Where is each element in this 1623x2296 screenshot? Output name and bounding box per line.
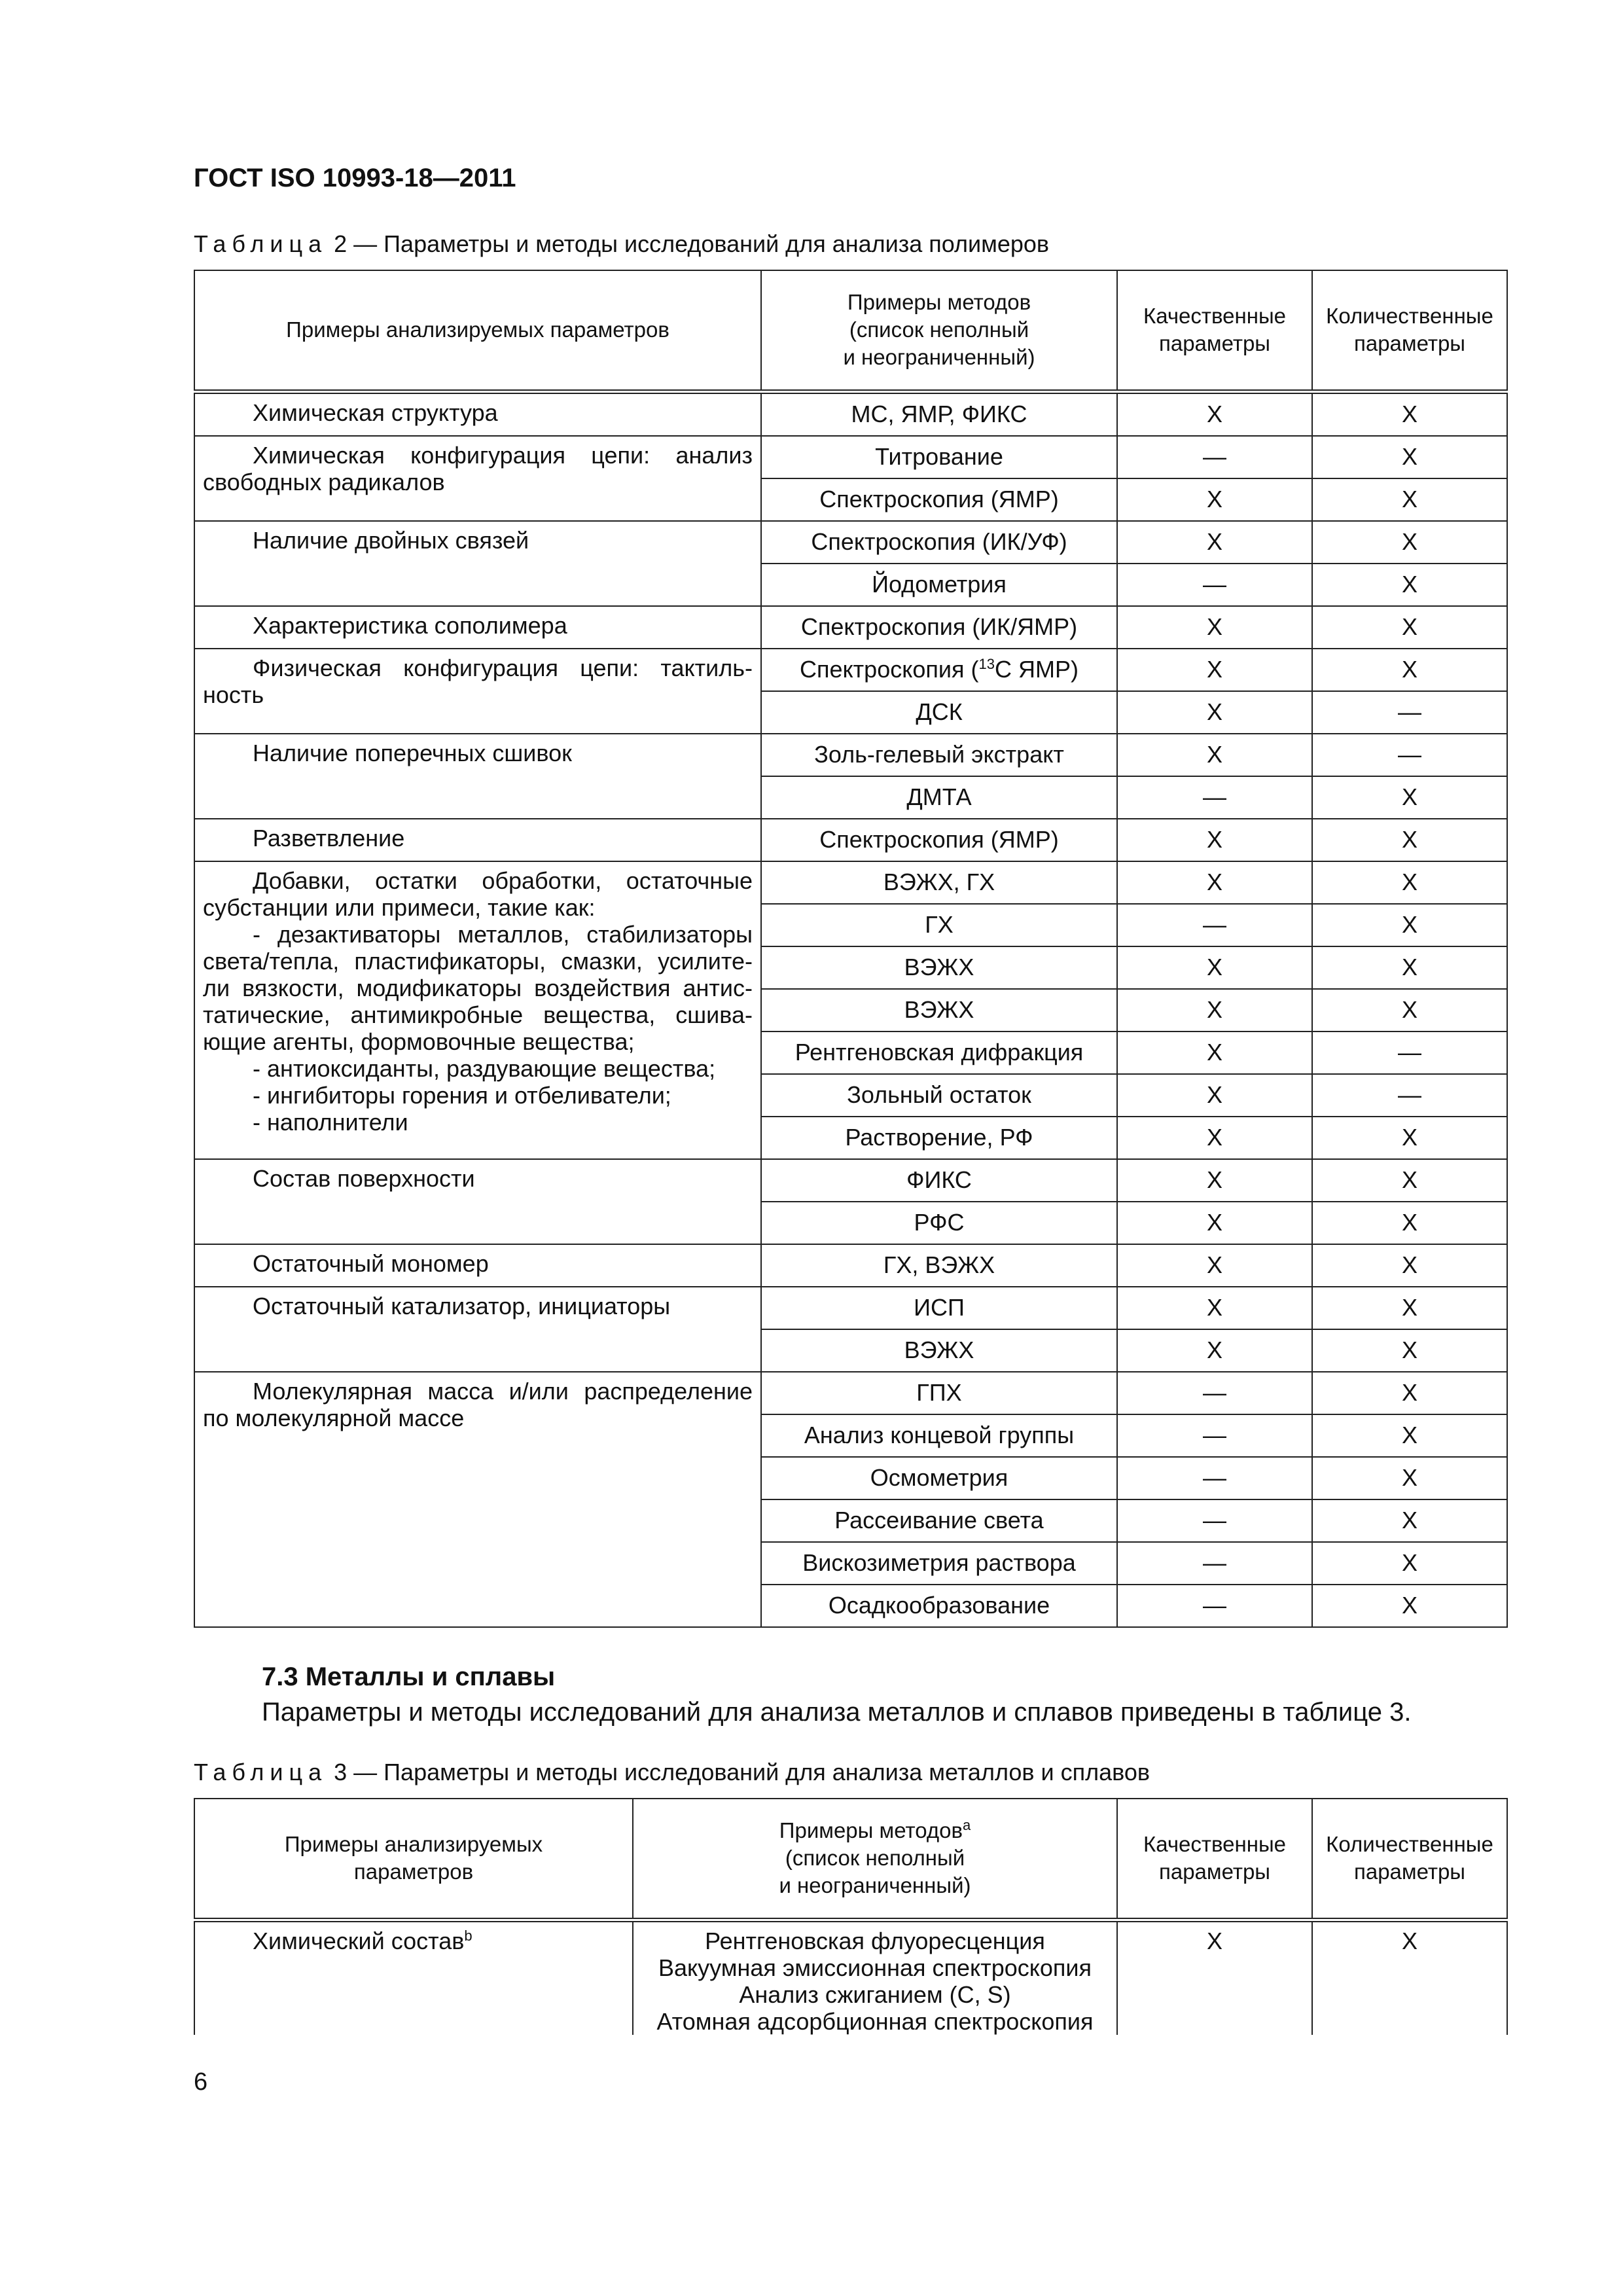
- table2-qual: —: [1117, 564, 1312, 606]
- table2-qual: —: [1117, 436, 1312, 478]
- table2-quant: X: [1312, 1159, 1507, 1202]
- table2-qual: X: [1117, 1031, 1312, 1074]
- table2-row: [194, 861, 1507, 904]
- table2-method: ГПХ: [761, 1372, 1117, 1414]
- table2-row: [194, 1244, 1507, 1287]
- table2-method: Рентгеновская дифракция: [761, 1031, 1117, 1074]
- table2-row: [194, 391, 1507, 436]
- table2-quant: X: [1312, 904, 1507, 946]
- table2-col-methods: Примеры методов (список неполный и неограниченный): [761, 270, 1117, 391]
- table2-method: Золь-гелевый экстракт: [761, 734, 1117, 776]
- table2-quant: X: [1312, 521, 1507, 564]
- table2-quant: X: [1312, 1372, 1507, 1414]
- table2-qual: —: [1117, 1414, 1312, 1457]
- table2-param: Остаточный катализатор, инициаторы: [194, 1287, 761, 1372]
- table3-col-methods: Примеры методов$^а$ (список неполный и неограниченный): [633, 1799, 1117, 1920]
- table2-method: Осмометрия: [761, 1457, 1117, 1499]
- table2-quant: —: [1312, 691, 1507, 734]
- table2-method: Йодометрия: [761, 564, 1117, 606]
- table2-qual: X: [1117, 734, 1312, 776]
- table2-quant: —: [1312, 1074, 1507, 1117]
- table2-method: МС, ЯМР, ФИКС: [761, 391, 1117, 436]
- table2-qual: X: [1117, 819, 1312, 861]
- table3-caption-label: Таблица: [194, 1759, 328, 1785]
- table2-quant: X: [1312, 1414, 1507, 1457]
- table2-qual: X: [1117, 1329, 1312, 1372]
- table2-method: Растворение, РФ: [761, 1117, 1117, 1159]
- table2: [194, 270, 1508, 1628]
- table2-quant: X: [1312, 1202, 1507, 1244]
- table2-quant: X: [1312, 861, 1507, 904]
- table2-qual: X: [1117, 1159, 1312, 1202]
- table2-method: РФС: [761, 1202, 1117, 1244]
- table2-qual: —: [1117, 776, 1312, 819]
- table2-method: ВЭЖХ, ГХ: [761, 861, 1117, 904]
- table2-caption-label: Таблица: [194, 230, 328, 257]
- table2-method: Титрование: [761, 436, 1117, 478]
- table2-param: Добавки, остатки обработки, остаточные субстанции или примеси, такие как: - дезактиваторы металлов, стабилизаторы света/тепла, пластификаторы, смазки, усилите-ли вязкости, модификаторы воздействия антис-татические, антимикробные вещества, сшива-ющие агенты, формовочные вещества; - антиоксиданты, раздувающие вещества; - ингибиторы горения и отбеливатели; - наполнители: [194, 861, 761, 1159]
- table2-param: Разветвление: [194, 819, 761, 861]
- table2-qual: X: [1117, 521, 1312, 564]
- table2-qual: X: [1117, 1202, 1312, 1244]
- table2-caption-text: 2 — Параметры и методы исследований для анализа полимеров: [334, 230, 1050, 257]
- table2-row: [194, 606, 1507, 649]
- page-number: 6: [194, 2068, 208, 2096]
- table2-row: [194, 1372, 1507, 1414]
- table2-qual: X: [1117, 861, 1312, 904]
- table2-quant: X: [1312, 1117, 1507, 1159]
- table2-method: Анализ концевой группы: [761, 1414, 1117, 1457]
- table2-quant: X: [1312, 1457, 1507, 1499]
- table2-quant: X: [1312, 989, 1507, 1031]
- table3-caption-text: 3 — Параметры и методы исследований для анализа металлов и сплавов: [334, 1759, 1150, 1785]
- table2-quant: X: [1312, 1244, 1507, 1287]
- table2-method: ВЭЖХ: [761, 1329, 1117, 1372]
- table2-method: ДМТА: [761, 776, 1117, 819]
- table2-row: [194, 649, 1507, 691]
- table2-row: [194, 1287, 1507, 1329]
- table3: [194, 1798, 1508, 2035]
- table2-method: Вискозиметрия раствора: [761, 1542, 1117, 1585]
- table2-qual: —: [1117, 1585, 1312, 1627]
- section-heading: 7.3 Металлы и сплавы: [262, 1662, 556, 1691]
- table2-param: Молекулярная масса и/или распределение по молекулярной массе: [194, 1372, 761, 1627]
- table2-qual: X: [1117, 391, 1312, 436]
- table3-col-qual: Качественные параметры: [1117, 1799, 1312, 1920]
- table3-caption: [194, 1759, 1150, 1786]
- table2-method: ГХ: [761, 904, 1117, 946]
- table2-quant: X: [1312, 391, 1507, 436]
- table2-row: [194, 436, 1507, 478]
- table2-method: ВЭЖХ: [761, 946, 1117, 989]
- table2-param: Остаточный мономер: [194, 1244, 761, 1287]
- table2-quant: X: [1312, 1542, 1507, 1585]
- table2-method: Осадкообразование: [761, 1585, 1117, 1627]
- table2-qual: X: [1117, 1074, 1312, 1117]
- table2-param: Химическая структура: [194, 391, 761, 436]
- table2-caption: [194, 230, 1049, 258]
- table2-method: ФИКС: [761, 1159, 1117, 1202]
- table2-quant: X: [1312, 946, 1507, 989]
- table2-param: Состав поверхности: [194, 1159, 761, 1244]
- table2-row: [194, 521, 1507, 564]
- table2-quant: X: [1312, 478, 1507, 521]
- table2-method: Рассеивание света: [761, 1499, 1117, 1542]
- table2-param: Наличие двойных связей: [194, 521, 761, 606]
- table2-quant: X: [1312, 649, 1507, 691]
- table2-quant: X: [1312, 436, 1507, 478]
- table2-param: Наличие поперечных сшивок: [194, 734, 761, 819]
- table2-qual: X: [1117, 649, 1312, 691]
- table2-qual: X: [1117, 478, 1312, 521]
- table3-row: [194, 1920, 1507, 2035]
- table2-method: Спектроскопия (ИК/ЯМР): [761, 606, 1117, 649]
- table3-quant: X: [1312, 1920, 1507, 2035]
- table2-qual: X: [1117, 1244, 1312, 1287]
- table2-method: ВЭЖХ: [761, 989, 1117, 1031]
- table2-method: ДСК: [761, 691, 1117, 734]
- table2-qual: X: [1117, 1287, 1312, 1329]
- table3-col-quant: Количественные параметры: [1312, 1799, 1507, 1920]
- table2-qual: —: [1117, 1499, 1312, 1542]
- table2-method: ГХ, ВЭЖХ: [761, 1244, 1117, 1287]
- table2-qual: —: [1117, 904, 1312, 946]
- table2-qual: X: [1117, 1117, 1312, 1159]
- table2-qual: —: [1117, 1372, 1312, 1414]
- document-header: ГОСТ ISO 10993-18—2011: [194, 164, 516, 192]
- table2-row: [194, 734, 1507, 776]
- table2-method: ИСП: [761, 1287, 1117, 1329]
- table2-quant: X: [1312, 1585, 1507, 1627]
- table2-method: Спектроскопия (ИК/УФ): [761, 521, 1117, 564]
- table2-qual: X: [1117, 946, 1312, 989]
- table2-quant: X: [1312, 819, 1507, 861]
- table2-qual: X: [1117, 989, 1312, 1031]
- table2-quant: —: [1312, 734, 1507, 776]
- table2-param: Характеристика сополимера: [194, 606, 761, 649]
- table2-qual: X: [1117, 691, 1312, 734]
- table2-quant: X: [1312, 1329, 1507, 1372]
- table2-method: Спектроскопия ($^{13}$С ЯМР): [761, 649, 1117, 691]
- table2-method: Спектроскопия (ЯМР): [761, 819, 1117, 861]
- table2-quant: X: [1312, 776, 1507, 819]
- table2-row: [194, 1159, 1507, 1202]
- table2-qual: —: [1117, 1542, 1312, 1585]
- table2-quant: X: [1312, 1287, 1507, 1329]
- table2-qual: X: [1117, 606, 1312, 649]
- table3-col-params: Примеры анализируемых параметров: [194, 1799, 633, 1920]
- table2-quant: X: [1312, 606, 1507, 649]
- table3-qual: X: [1117, 1920, 1312, 2035]
- table2-row: [194, 819, 1507, 861]
- table2-quant: X: [1312, 1499, 1507, 1542]
- table2-col-qual: Качественные параметры: [1117, 270, 1312, 391]
- table2-qual: —: [1117, 1457, 1312, 1499]
- section-paragraph: Параметры и методы исследований для анализа металлов и сплавов приведены в таблице 3.: [262, 1698, 1412, 1727]
- table3-methods: Рентгеновская флуоресценция Вакуумная эмиссионная спектроскопия Анализ сжиганием (C, S) Атомная адсорбционная спектроскопия: [633, 1920, 1117, 2035]
- table2-quant: —: [1312, 1031, 1507, 1074]
- table2-method: Зольный остаток: [761, 1074, 1117, 1117]
- table2-param: Химическая конфигурация цепи: анализ свободных радикалов: [194, 436, 761, 521]
- table2-col-params: Примеры анализируемых параметров: [194, 270, 761, 391]
- table2-quant: X: [1312, 564, 1507, 606]
- table2-param: Физическая конфигурация цепи: тактиль-ность: [194, 649, 761, 734]
- table2-method: Спектроскопия (ЯМР): [761, 478, 1117, 521]
- table3-param: Химический состав$^b$: [194, 1920, 633, 2035]
- table2-col-quant: Количественные параметры: [1312, 270, 1507, 391]
